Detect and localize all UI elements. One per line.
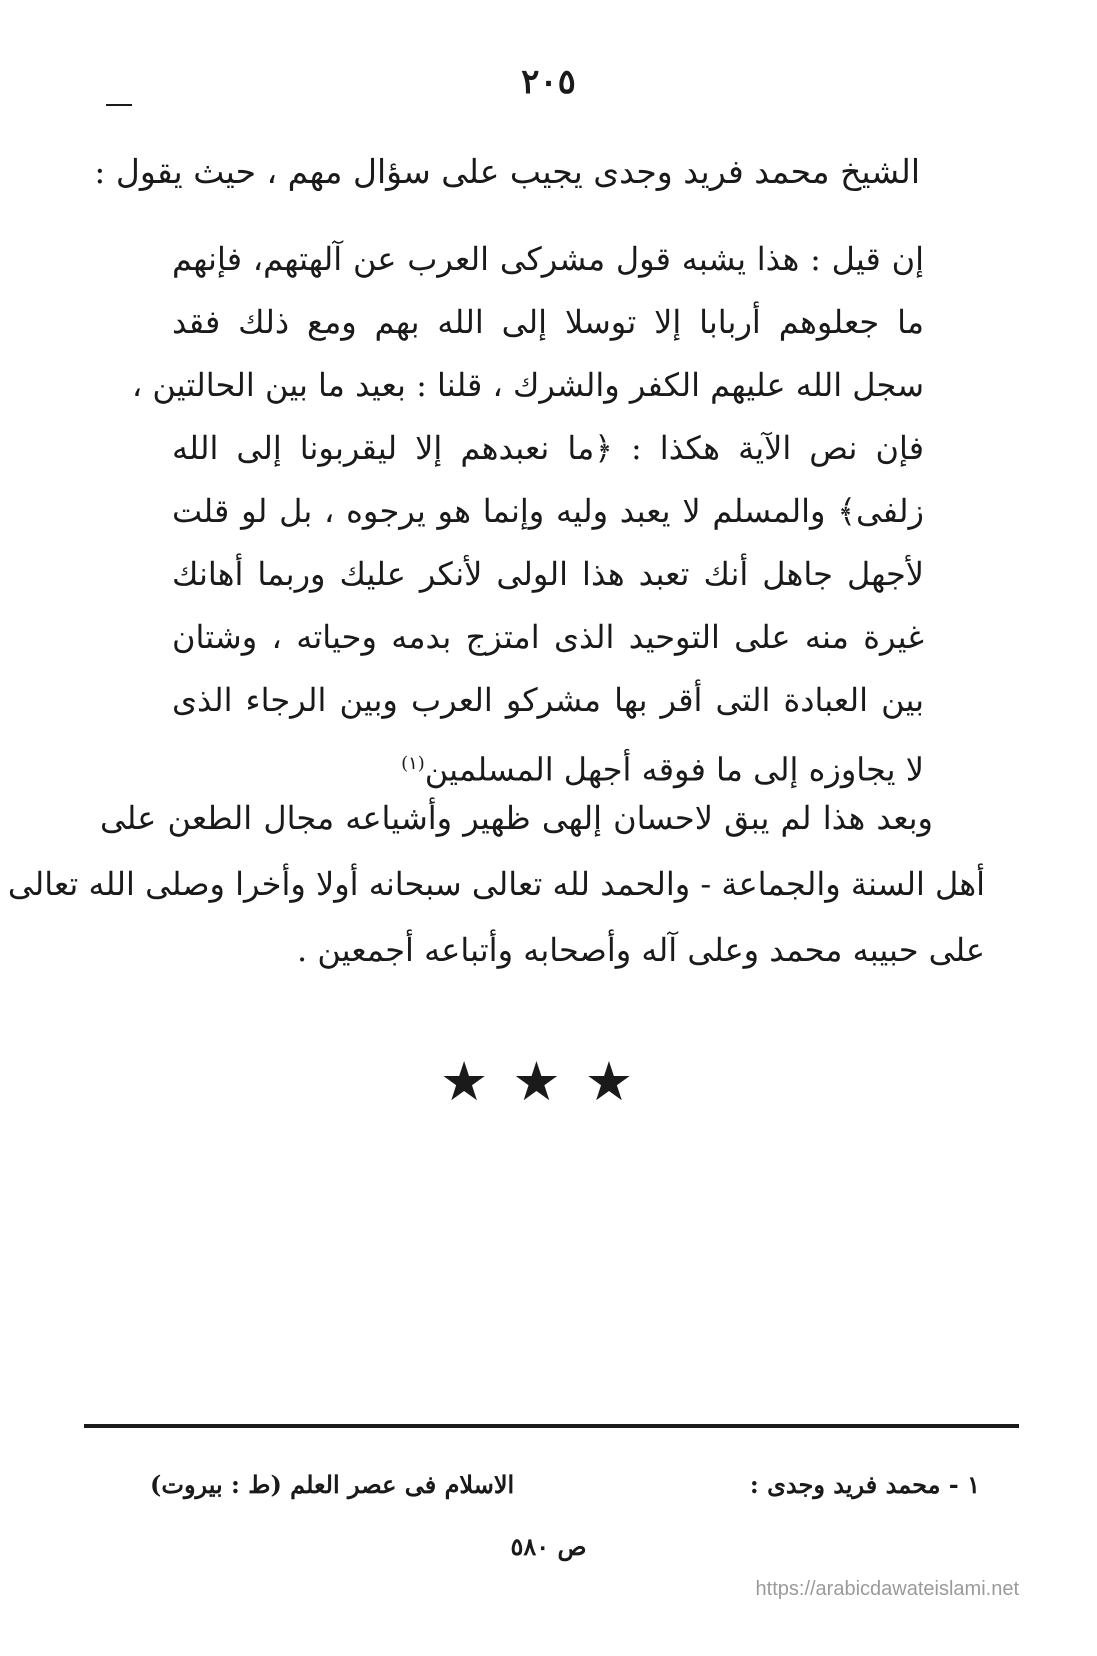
footnote-page-ref: ص ٥٨٠ — [510, 1532, 587, 1561]
footnote-marker: (١) — [401, 753, 425, 774]
quote-line: سجل الله عليهم الكفر والشرك ، قلنا : بعيد ما بين الحالتين ، — [131, 366, 924, 404]
footnote-author: ١ - محمد فريد وجدى : — [749, 1470, 980, 1499]
footnote-rule — [84, 1424, 1019, 1428]
header-dash — [106, 104, 132, 106]
conclusion-line: وبعد هذا لم يبق لاحسان إلهى ظهير وأشياعه مجال الطعن على — [100, 799, 933, 837]
intro-paragraph: الشيخ محمد فريد وجدى يجيب على سؤال مهم ، حيث يقول : — [94, 152, 920, 191]
quote-line-text: لا يجاوزه إلى ما فوقه أجهل المسلمين — [424, 750, 924, 789]
quote-line: ما جعلوهم أربابا إلا توسلا إلى الله بهم ومع ذلك فقد — [172, 303, 924, 341]
quote-line: زلفى﴾ والمسلم لا يعبد وليه وإنما هو يرجوه ، بل لو قلت — [172, 492, 924, 530]
quote-line: إن قيل : هذا يشبه قول مشركى العرب عن آلهتهم، فإنهم — [172, 240, 924, 278]
conclusion-line: على حبيبه محمد وعلى آله وأصحابه وأتباعه أجمعين . — [296, 931, 985, 969]
conclusion-paragraph — [7, 785, 985, 983]
quote-line: لأجهل جاهل أنك تعبد هذا الولى لأنكر عليك وربما أهانك — [172, 555, 924, 593]
page-number: ٢٠٥ — [521, 62, 576, 102]
watermark-url: https://arabicdawateislami.net — [755, 1578, 1019, 1600]
quote-line: بين العبادة التى أقر بها مشركو العرب وبين الرجاء الذى — [172, 681, 924, 719]
quote-line: غيرة منه على التوحيد الذى امتزج بدمه وحياته ، وشتان — [172, 618, 925, 656]
section-separator-stars: ★★★ — [439, 1050, 658, 1113]
quoted-passage — [131, 228, 925, 795]
conclusion-line: أهل السنة والجماعة - والحمد لله تعالى سبحانه أولا وأخرا وصلى الله تعالى — [7, 865, 985, 903]
footnote-book-title: الاسلام فى عصر العلم (ط : بيروت) — [150, 1470, 515, 1499]
quote-line: فإن نص الآية هكذا : ﴿ما نعبدهم إلا ليقربونا إلى الله — [172, 429, 924, 467]
